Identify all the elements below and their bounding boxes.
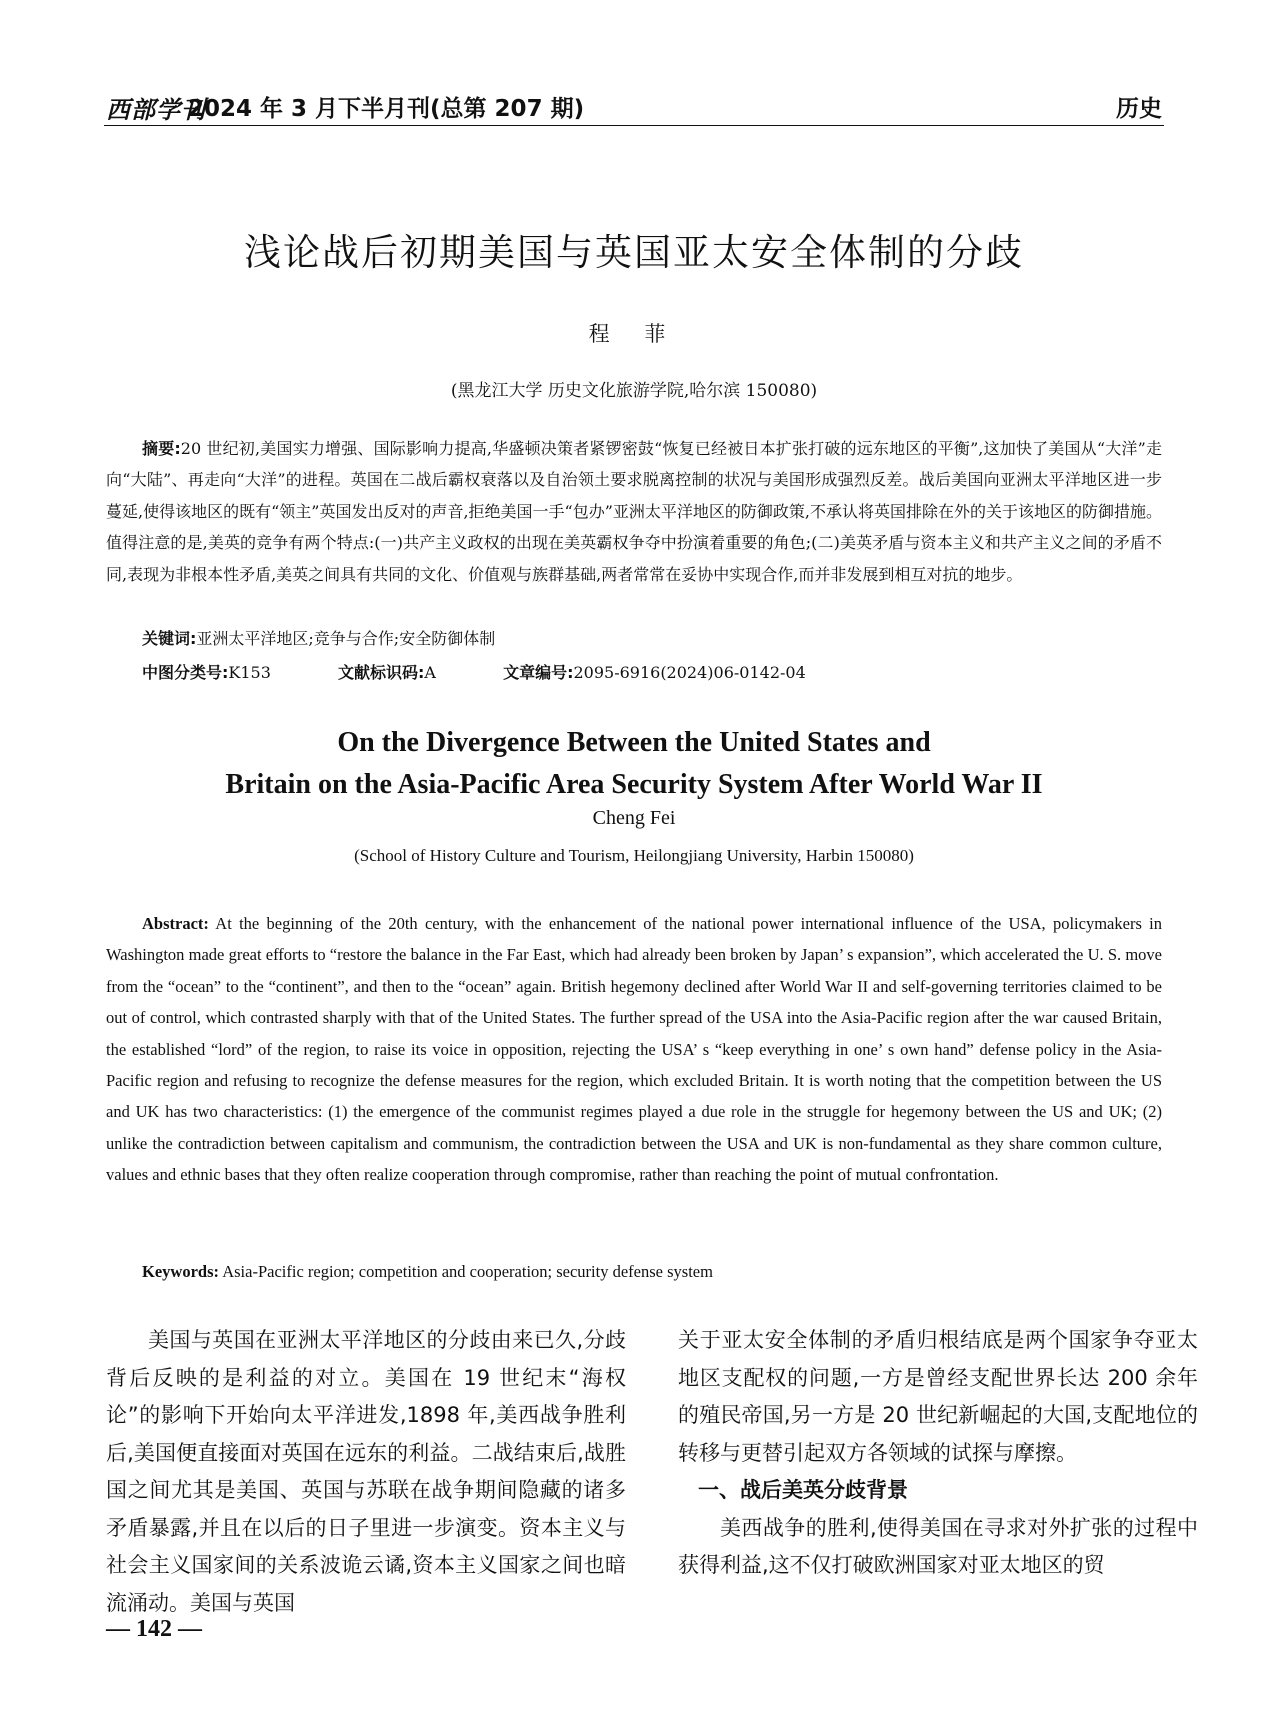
doc-code-label: 文献标识码: [338,663,425,682]
en-keywords-text: Asia-Pacific region; competition and cooperation; security defense system [222,1262,713,1281]
header-rule [104,125,1164,126]
cn-keywords-label: 关键词: [142,629,197,648]
article-no-label: 文章编号: [503,663,574,682]
clc-value: K153 [228,663,271,682]
en-title-line1: On the Divergence Between the United States and [337,727,931,758]
clc-label: 中图分类号: [142,663,229,682]
en-affiliation: (School of History Culture and Tourism, Heilongjiang University, Harbin 150080) [354,846,914,865]
journal-logo: 西部学刊 [106,95,206,124]
body-column-right [678,1322,1198,1585]
page-number: — 142 — [106,1616,202,1642]
journal-issue: 2024 年 3 月下半月刊(总第 207 期) [188,96,585,122]
en-abstract-label: Abstract: [142,914,209,933]
doc-code-value: A [424,663,436,682]
running-header [106,86,1162,126]
body-column-left [106,1322,626,1622]
cn-abstract-text: 20 世纪初,美国实力增强、国际影响力提高,华盛顿决策者紧锣密鼓“恢复已经被日本扩张打破的远东地区的平衡”,这加快了美国从“大洋”走向“大陆”、再走向“大洋”的进程。英国在二战后霸权衰落以及自治领土要求脱离控制的状况与美国形成强烈反差。战后美国向亚洲太平洋地区进一步蔓延,使得该地区的既有“领主”英国发出反对的声音,拒绝美国一手“包办”亚洲太平洋地区的防御政策,不承认将英国排除在外的关于该地区的防御措施。值得注意的是,美英的竞争有两个特点:(一)共产主义政权的出现在美英霸权争夺中扮演着重要的角色;(二)美英矛盾与资本主义和共产主义之间的矛盾不同,表现为非根本性矛盾,美英之间具有共同的文化、价值观与族群基础,两者常常在妥协中实现合作,而并非发展到相互对抗的地步。 [106,439,1162,584]
cn-author: 程 菲 [588,322,680,346]
cn-abstract-label: 摘要: [142,439,181,458]
cn-title: 浅论战后初期美国与英国亚太安全体制的分歧 [244,231,1024,274]
section-heading: 一、战后美英分歧背景 [698,1478,908,1502]
section-name: 历史 [1116,96,1162,122]
en-author: Cheng Fei [592,807,676,829]
cn-classification-row [142,660,868,683]
en-keywords-label: Keywords: [142,1262,219,1281]
body-paragraph: 美西战争的胜利,使得美国在寻求对外扩张的过程中获得利益,这不仅打破欧洲国家对亚太地区的贸 [678,1515,1198,1577]
en-keywords [142,1262,713,1282]
body-paragraph: 关于亚太安全体制的矛盾归根结底是两个国家争夺亚太地区支配权的问题,一方是曾经支配世界长达 200 余年的殖民帝国,另一方是 20 世纪新崛起的大国,支配地位的转移与更替引起双方各领域的试探与摩擦。 [678,1328,1198,1465]
cn-keywords-text: 亚洲太平洋地区;竞争与合作;安全防御体制 [196,629,496,648]
cn-keywords [142,626,495,649]
en-title-line2: Britain on the Asia-Pacific Area Security System After World War II [225,769,1043,800]
cn-abstract [106,433,1162,590]
en-abstract-text: At the beginning of the 20th century, with the enhancement of the national power international influence of the USA, policymakers in Washington made great efforts to “restore the balance in the Far East, which had already been broken by Japan’ s expansion”, which accelerated the U. S. move from the “ocean” to the “continent”, and then to the “ocean” again. British hegemony declined after World War II and self-governing territories claimed to be out of control, which contrasted sharply with that of the United States. The further spread of the USA into the Asia-Pacific region after the war caused Britain, the established “lord” of the region, to raise its voice in opposition, rejecting the USA’ s “keep everything in one’ s own hand” defense policy in the Asia-Pacific region and refusing to recognize the defense measures for the region, which excluded Britain. It is worth noting that the competition between the US and UK has two characteristics: (1) the emergence of the communist regimes played a due role in the struggle for hegemony between the US and UK; (2) unlike the contradiction between capitalism and communism, the contradiction between the USA and UK is non-fundamental as they share common culture, values and ethnic bases that they often realize cooperation through compromise, rather than reaching the point of mutual confrontation. [106,914,1162,1185]
article-no-value: 2095-6916(2024)06-0142-04 [573,663,806,682]
body-paragraph: 美国与英国在亚洲太平洋地区的分歧由来已久,分歧背后反映的是利益的对立。美国在 19 世纪末“海权论”的影响下开始向太平洋进发,1898 年,美西战争胜利后,美国便直接面对英国在远东的利益。二战结束后,战胜国之间尤其是美国、英国与苏联在战争期间隐藏的诸多矛盾暴露,并且在以后的日子里进一步演变。资本主义与社会主义国家间的关系波诡云谲,资本主义国家之间也暗流涌动。美国与英国 [106,1328,626,1615]
en-abstract [106,908,1162,1191]
en-title [0,722,1268,806]
cn-affiliation: (黑龙江大学 历史文化旅游学院,哈尔滨 150080) [450,381,818,401]
